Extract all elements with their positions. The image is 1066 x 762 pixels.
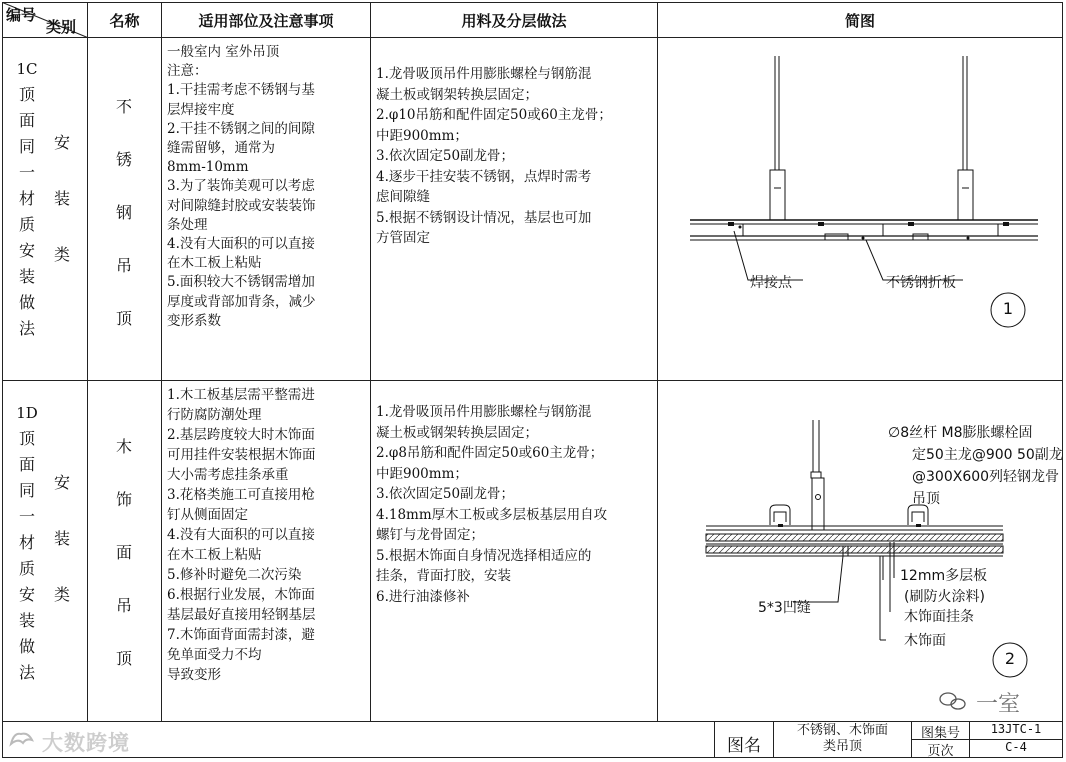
- header-category-label: 类别: [46, 18, 77, 36]
- label-wood-veneer: 木饰面: [904, 633, 946, 649]
- header-num-label: 编号: [6, 6, 37, 24]
- row-materials: 1.龙骨吸顶吊件用膨胀螺栓与钢筋混 凝土板或钢架转换层固定； 2.φ8吊筋和配件固定50或60主龙骨； 中距900mm； 3.依次固定50副龙骨； 4.18mm厚木工板或多层板基层用自攻 螺钉与龙骨固定； 5.根据木饰面自身情况选择相适应的 挂条，背面打胶，安装 6.进行油漆修补: [376, 404, 608, 605]
- label-rod-line2: 定50主龙@900 50副龙: [912, 447, 1063, 463]
- row-notes: 一般室内 室外吊顶 注意： 1.干挂需考虑不锈钢与基 层焊接牢度 2.干挂不锈钢之间的间隙 缝需留够，通常为 8mm-10mm 3.为了装饰美观可以考虑 对间隙缝封胶或安装装饰 条处理 4.没有大面积的可以直接 在木工板上粘贴 5.面积较大不锈钢需增加 厚度或背部加背条，减少 变形系数: [167, 44, 316, 329]
- row-code: 1C: [16, 60, 38, 78]
- label-multilayer-board: 12mm多层板: [900, 568, 988, 584]
- row-title-vertical: 顶 面 同 一 材 质 安 装 做 法: [18, 429, 35, 682]
- page-label: 页次: [927, 744, 954, 759]
- atlas-value: 13JTC-1: [990, 722, 1042, 736]
- label-groove: 5*3凹缝: [758, 600, 811, 616]
- row-name-vertical: 木 饰 面 吊 顶: [115, 437, 132, 668]
- label-rod-line4: 吊顶: [912, 491, 940, 507]
- label-veneer-hanger: 木饰面挂条: [904, 609, 974, 625]
- sketch-number: 1: [1002, 299, 1014, 318]
- row-code: 1D: [16, 404, 38, 422]
- row-notes: 1.木工板基层需平整需进 行防腐防潮处理 2.基层跨度较大时木饰面 可用挂件安装根据木饰面 大小需考虑挂条承重 3.花格类施工可直接用枪 钉从侧面固定 4.没有大面积的可以直接 在木工板上粘贴 5.修补时避免二次污染 6.根据行业发展，木饰面 基层最好直接用轻钢基层 7.木饰面背面需封漆，避 免单面受力不均 导致变形: [167, 387, 316, 683]
- header-scope-label: 适用部位及注意事项: [198, 12, 334, 30]
- label-rod-line1: ∅8丝杆 M8膨胀螺栓固: [888, 425, 1033, 441]
- label-weld-point: 焊接点: [750, 275, 792, 291]
- figure-name-label: 图名: [727, 736, 761, 756]
- label-fireproof-coating: (刷防火涂料): [904, 589, 985, 605]
- page-value: C-4: [1005, 740, 1027, 754]
- label-stainless-folded-plate: 不锈钢折板: [886, 275, 956, 291]
- atlas-label: 图集号: [920, 726, 960, 741]
- header-sketch-label: 简图: [844, 12, 875, 30]
- figure-name: 不锈钢、木饰面 类吊顶: [796, 723, 888, 754]
- row-category-vertical: 安 装 类: [53, 473, 70, 604]
- row-title-vertical: 顶 面 同 一 材 质 安 装 做 法: [18, 85, 35, 338]
- watermark-left: 大数跨境: [42, 731, 130, 755]
- sketch-stainless-ceiling: [658, 38, 1062, 380]
- sketch-number: 2: [1004, 649, 1016, 668]
- row-materials: 1.龙骨吸顶吊件用膨胀螺栓与钢筋混 凝土板或钢架转换层固定； 2.φ10吊筋和配件固定50或60主龙骨； 中距900mm； 3.依次固定50副龙骨； 4.逐步干挂安装不锈钢，点焊时需考 虑间隙缝 5.根据不锈钢设计情况，基层也可加 方管固定: [376, 66, 612, 246]
- watermark-right-icon: [938, 690, 968, 712]
- label-rod-line3: @300X600列轻钢龙骨: [912, 469, 1060, 485]
- row-category-vertical: 安 装 类: [53, 133, 70, 264]
- header-name-label: 名称: [109, 12, 140, 30]
- row-name-vertical: 不 锈 钢 吊 顶: [115, 97, 132, 328]
- header-material-label: 用料及分层做法: [461, 12, 567, 30]
- watermark-left-icon: [8, 728, 36, 748]
- watermark-right: 一室: [976, 692, 1021, 717]
